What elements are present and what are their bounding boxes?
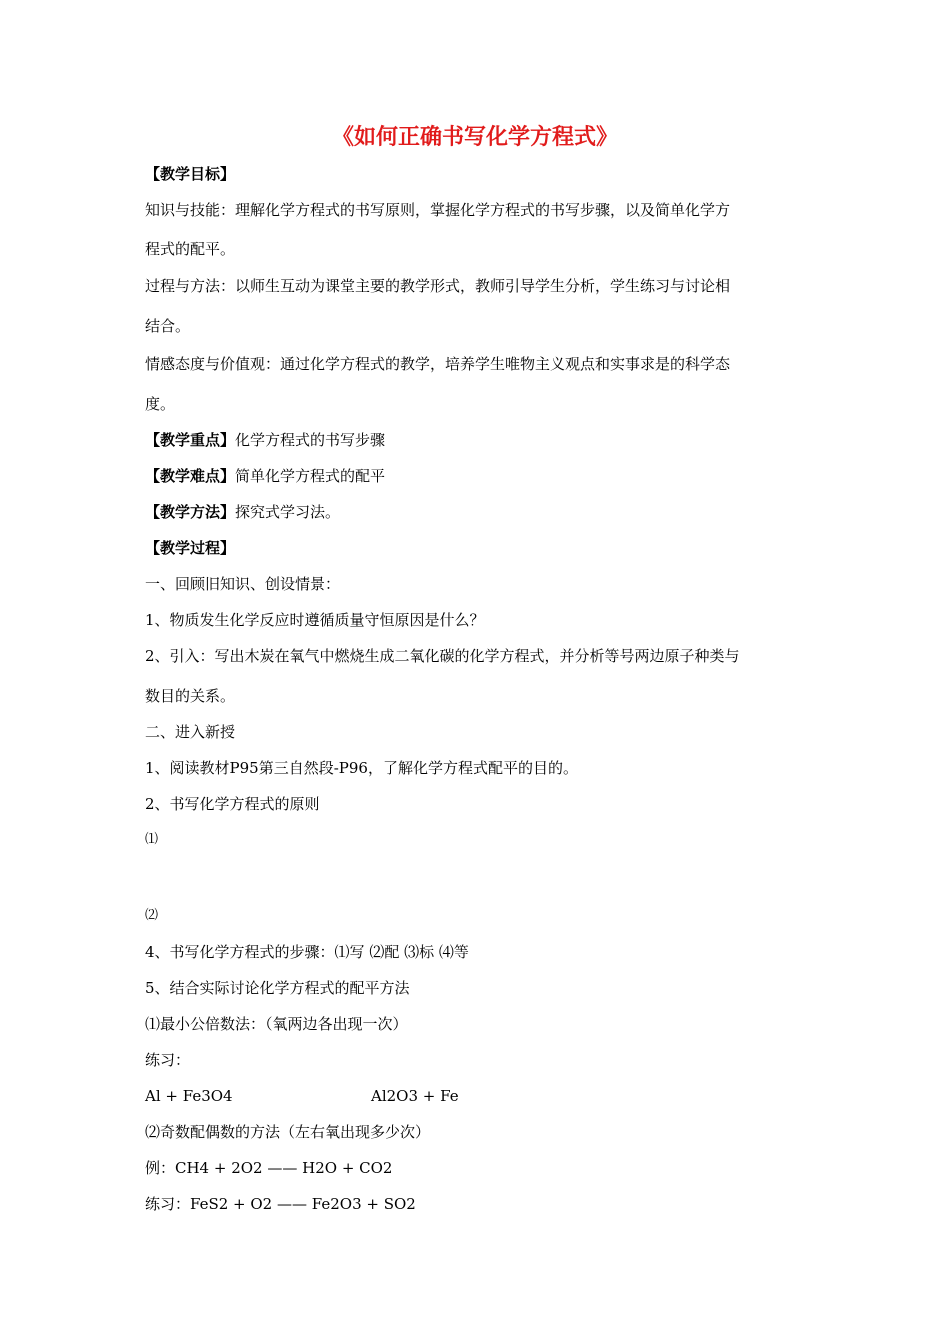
method-one: ⑴最小公倍数法：（氧两边各出现一次） [145,1015,408,1033]
step-one: 一、回顾旧知识、创设情景： [145,575,341,593]
example-equation: 例：CH4 + 2O2 —— H2O + CO2 [145,1159,393,1177]
equation-one [145,1085,810,1107]
new-item-four: 4、书写化学方程式的步骤：⑴写 ⑵配 ⑶标 ⑷等 [145,943,469,961]
knowledge-line-1: 知识与技能：理解化学方程式的书写原则，掌握化学方程式的书写步骤，以及简单化学方 [145,201,731,219]
objectives-heading: 【教学目标】 [145,165,236,183]
equation-one-left: Al + Fe3O4 [145,1087,233,1105]
question-two-line-1: 2、引入：写出木炭在氧气中燃烧生成二氧化碳的化学方程式，并分析等号两边原子种类与 [145,647,740,665]
practice-label: 练习： [145,1051,191,1069]
practice-equation: 练习：FeS2 + O2 —— Fe2O3 + SO2 [145,1195,416,1213]
principle-two-marker: ⑵ [145,908,159,923]
new-item-five: 5、结合实际讨论化学方程式的配平方法 [145,979,410,997]
question-one: 1、物质发生化学反应时遵循质量守恒原因是什么？ [145,611,485,629]
new-item-two: 2、书写化学方程式的原则 [145,795,320,813]
key-point-line [145,429,810,451]
emotion-line-2: 度。 [145,395,176,413]
process-method-line-1: 过程与方法：以师生互动为课堂主要的教学形式，教师引导学生分析，学生练习与讨论相 [145,277,731,295]
question-two-line-2: 数目的关系。 [145,687,236,705]
key-point-label: 【教学重点】 [145,431,236,449]
emotion-line-1: 情感态度与价值观：通过化学方程式的教学，培养学生唯物主义观点和实事求是的科学态 [145,355,731,373]
key-point-text: 化学方程式的书写步骤 [235,431,386,449]
new-item-one: 1、阅读教材P95第三自然段-P96，了解化学方程式配平的目的。 [145,759,578,777]
difficulty-text: 简单化学方程式的配平 [235,467,386,485]
method-label: 【教学方法】 [145,503,236,521]
page-title: 《如何正确书写化学方程式》 [331,124,618,150]
process-heading: 【教学过程】 [145,539,236,557]
method-two: ⑵奇数配偶数的方法（左右氧出现多少次） [145,1123,431,1141]
equation-one-right: Al2O3 + Fe [371,1087,459,1105]
method-line [145,501,810,523]
method-text: 探究式学习法。 [235,503,341,521]
knowledge-line-2: 程式的配平。 [145,240,236,258]
principle-one-marker: ⑴ [145,832,159,847]
step-two: 二、进入新授 [145,723,236,741]
difficulty-line [145,465,810,487]
difficulty-label: 【教学难点】 [145,467,236,485]
process-method-line-2: 结合。 [145,317,191,335]
